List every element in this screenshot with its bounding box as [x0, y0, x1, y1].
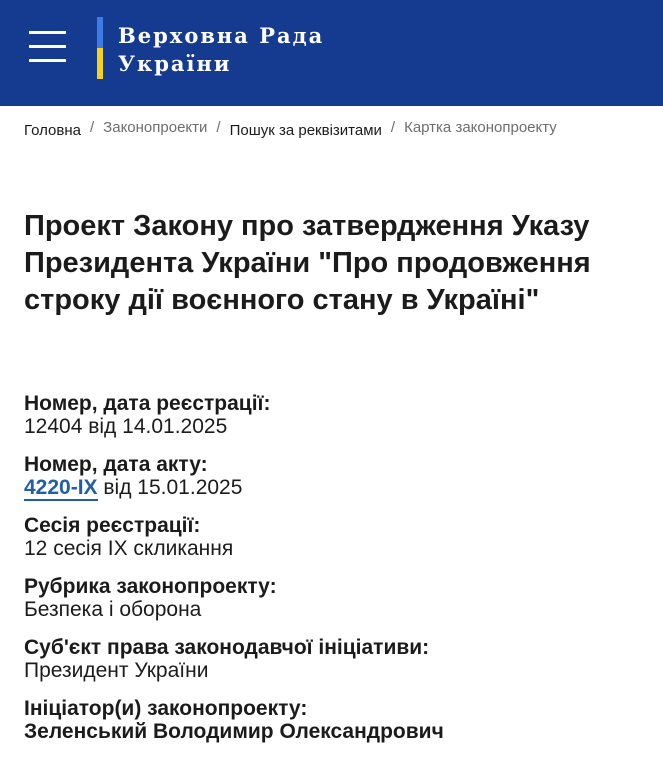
field-label: Номер, дата акту:: [24, 453, 208, 476]
act-number-link[interactable]: 4220-IX: [24, 476, 98, 499]
field-value: 12404 від 14.01.2025: [24, 415, 228, 438]
field-value: Безпека і оборона: [24, 598, 202, 621]
breadcrumb-separator: /: [390, 119, 396, 136]
field-label: Сесія реєстрації:: [24, 514, 201, 537]
hamburger-menu-icon[interactable]: [29, 31, 66, 63]
field-label: Ініціатор(и) законопроекту:: [24, 697, 308, 720]
site-logo[interactable]: [118, 22, 324, 78]
page-title: Проект Закону про затвердження Указу Президента України "Про продовження строку дії воєнного стану в Україні": [24, 210, 591, 316]
field-label: Суб'єкт права законодавчої ініціативи:: [24, 636, 430, 659]
logo-line-2: України: [118, 51, 232, 76]
breadcrumb-current: Картка законопроекту: [404, 119, 557, 136]
act-date: від 15.01.2025: [97, 476, 243, 499]
field-rubric: [24, 576, 644, 622]
field-initiator: [24, 698, 644, 744]
bill-details: [24, 393, 644, 759]
breadcrumb-bills[interactable]: Законопроекти: [103, 119, 208, 136]
breadcrumb: [24, 118, 644, 138]
field-subject: [24, 637, 644, 683]
field-label: Рубрика законопроекту:: [24, 575, 277, 598]
site-header: [0, 0, 663, 106]
field-act: [24, 454, 644, 500]
field-value: [24, 476, 644, 500]
breadcrumb-search[interactable]: Пошук за реквізитами: [229, 122, 382, 139]
breadcrumb-home[interactable]: Головна: [24, 122, 81, 139]
breadcrumb-separator: /: [216, 119, 221, 136]
field-value: Президент України: [24, 659, 209, 682]
field-session: [24, 515, 644, 561]
field-registration: [24, 393, 644, 439]
field-label: Номер, дата реєстрації:: [24, 392, 271, 415]
breadcrumb-separator: /: [90, 119, 95, 136]
logo-line-1: Верховна Рада: [118, 23, 325, 48]
flag-logo-icon: [97, 17, 103, 79]
field-value: Зеленський Володимир Олександрович: [24, 720, 444, 743]
field-value: 12 сесія IX скликання: [24, 537, 234, 560]
